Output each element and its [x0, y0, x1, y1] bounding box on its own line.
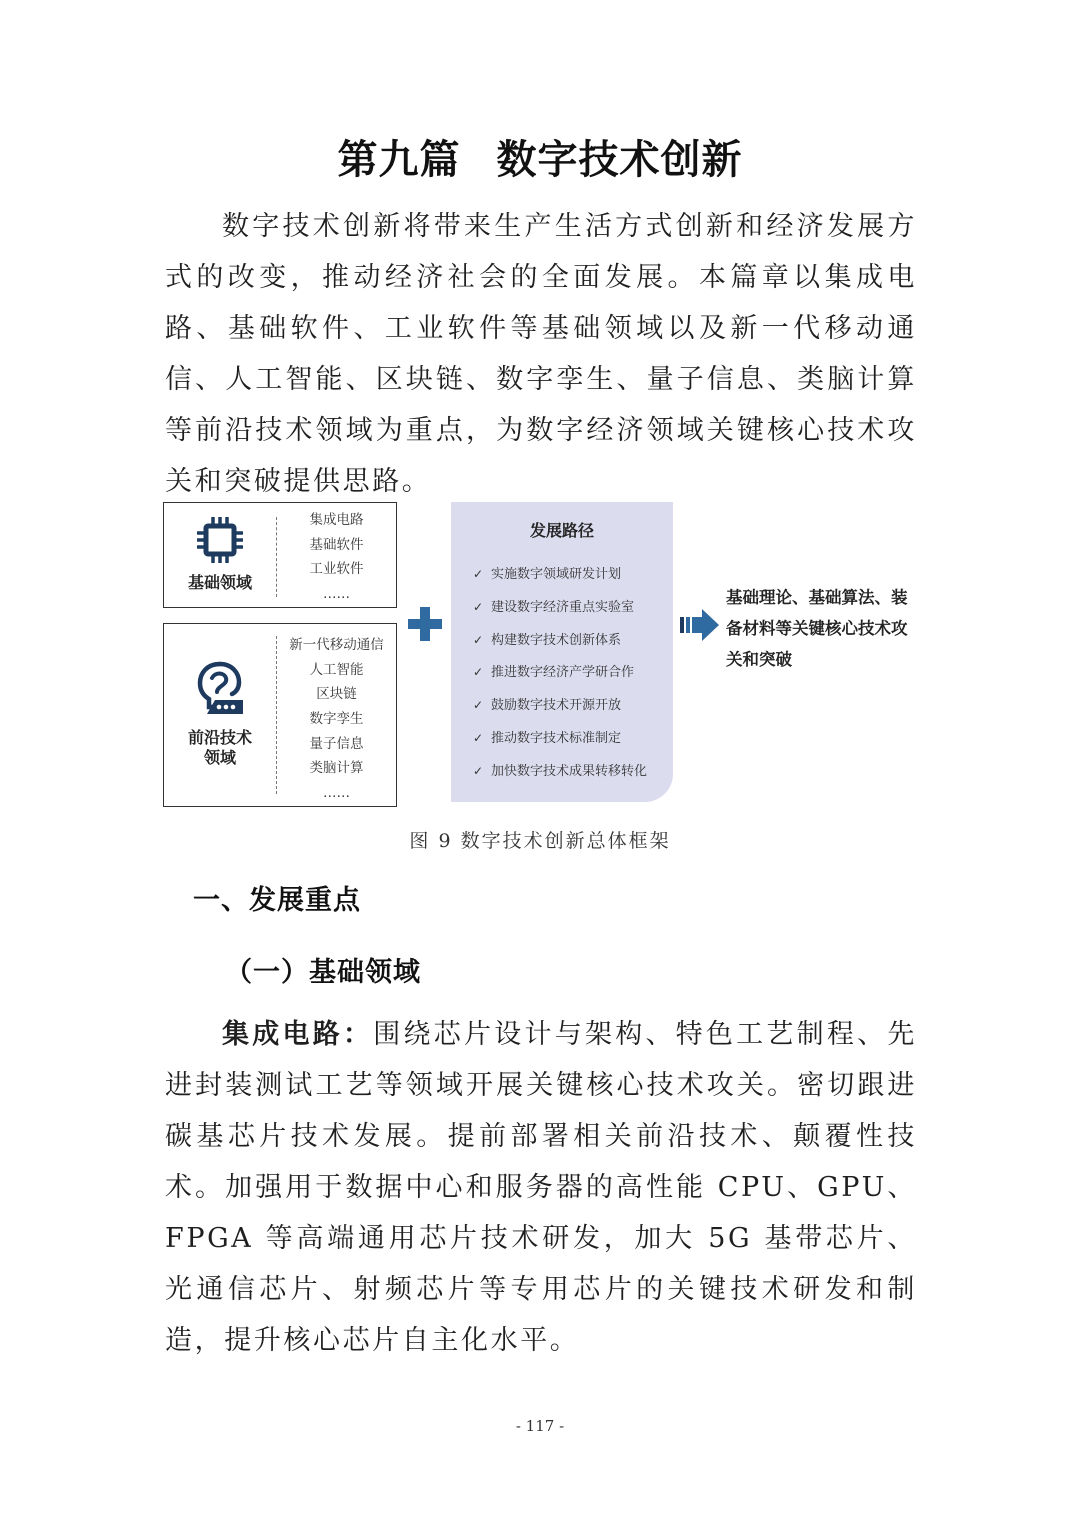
check-icon: ✓	[473, 698, 484, 713]
ai-brain-icon	[164, 660, 276, 723]
ic-paragraph	[165, 1009, 917, 1366]
check-icon: ✓	[473, 730, 484, 745]
title-part: 第九篇	[337, 137, 461, 183]
path-item: ✓ 鼓励数字技术开源开放	[473, 689, 647, 722]
frontier-label-line2: 领域	[203, 748, 236, 767]
ic-body: 围绕芯片设计与架构、特色工艺制程、先进封装测试工艺等领域开展关键核心技术攻关。密切跟进碳基芯片技术发展。提前部署相关前沿技术、颠覆性技术。加强用于数据中心和服务器的高性能 CPU、GPU、FPGA 等高端通用芯片技术研发，加大 5G 基带芯片、光通信芯片、射频芯片等专用芯片的关键技术研发和制造，提升核心芯片自主化水平。	[165, 1019, 917, 1356]
path-item: ✓ 推进数字经济产学研合作	[473, 656, 647, 689]
ic-text	[165, 1009, 917, 1366]
list-item: 人工智能	[309, 661, 364, 678]
basic-field-label: 基础领域	[187, 573, 252, 592]
outcome-text: 基础理论、基础算法、装备材料等关键核心技术攻关和突破	[726, 588, 908, 669]
path-title: 发展路径	[529, 521, 594, 540]
list-item: 数字孪生	[309, 711, 364, 728]
plus-icon	[408, 607, 442, 641]
title-name: 数字技术创新	[496, 137, 743, 183]
list-item: 基础软件	[309, 536, 364, 553]
frontier-field-list	[279, 633, 394, 806]
section-heading: 一、发展重点	[193, 885, 361, 916]
list-item: ……	[323, 586, 350, 603]
chip-icon	[164, 515, 276, 570]
subsection-heading: （一）基础领域	[225, 957, 421, 988]
list-item: 工业软件	[309, 561, 364, 578]
page-title	[0, 128, 1080, 185]
check-icon: ✓	[473, 665, 484, 680]
basic-field-list	[279, 508, 394, 607]
basic-field-box	[163, 502, 397, 608]
intro-text: 数字技术创新将带来生产生活方式创新和经济发展方式的改变，推动经济社会的全面发展。本篇章以集成电路、基础软件、工业软件等基础领域以及新一代移动通信、人工智能、区块链、数字孪生、量子信息、类脑计算等前沿技术领域为重点，为数字经济领域关键核心技术攻关和突破提供思路。	[165, 211, 917, 497]
check-icon: ✓	[473, 763, 484, 778]
list-item: 新一代移动通信	[289, 637, 384, 653]
check-icon: ✓	[473, 599, 484, 614]
list-item: 量子信息	[309, 735, 364, 752]
check-icon: ✓	[473, 632, 484, 647]
figure-caption: 图 9 数字技术创新总体框架	[409, 830, 671, 852]
frontier-field-box	[163, 623, 397, 807]
ic-lead: 集成电路：	[222, 1019, 374, 1050]
path-list	[473, 558, 647, 788]
path-item: ✓ 推动数字技术标准制定	[473, 722, 647, 755]
check-icon: ✓	[473, 567, 484, 581]
development-path-panel	[451, 502, 673, 802]
arrow-right-icon	[680, 608, 720, 642]
list-item: 类脑计算	[309, 760, 364, 777]
path-item: ✓ 建设数字经济重点实验室	[473, 591, 647, 624]
path-item: ✓ 加快数字技术成果转移转化	[473, 755, 647, 788]
divider	[276, 636, 277, 794]
frontier-field-label	[164, 728, 276, 768]
intro-paragraph	[165, 201, 917, 507]
path-item: ✓ 实施数字领域研发计划	[473, 558, 647, 591]
page-number: - 117 -	[515, 1417, 565, 1435]
divider	[276, 517, 277, 597]
list-item: 区块链	[316, 686, 357, 703]
list-item: 集成电路	[309, 512, 364, 528]
path-item: ✓ 构建数字技术创新体系	[473, 624, 647, 657]
list-item: ……	[323, 785, 350, 802]
frontier-label-line1: 前沿技术	[187, 728, 252, 747]
framework-figure	[163, 500, 923, 810]
